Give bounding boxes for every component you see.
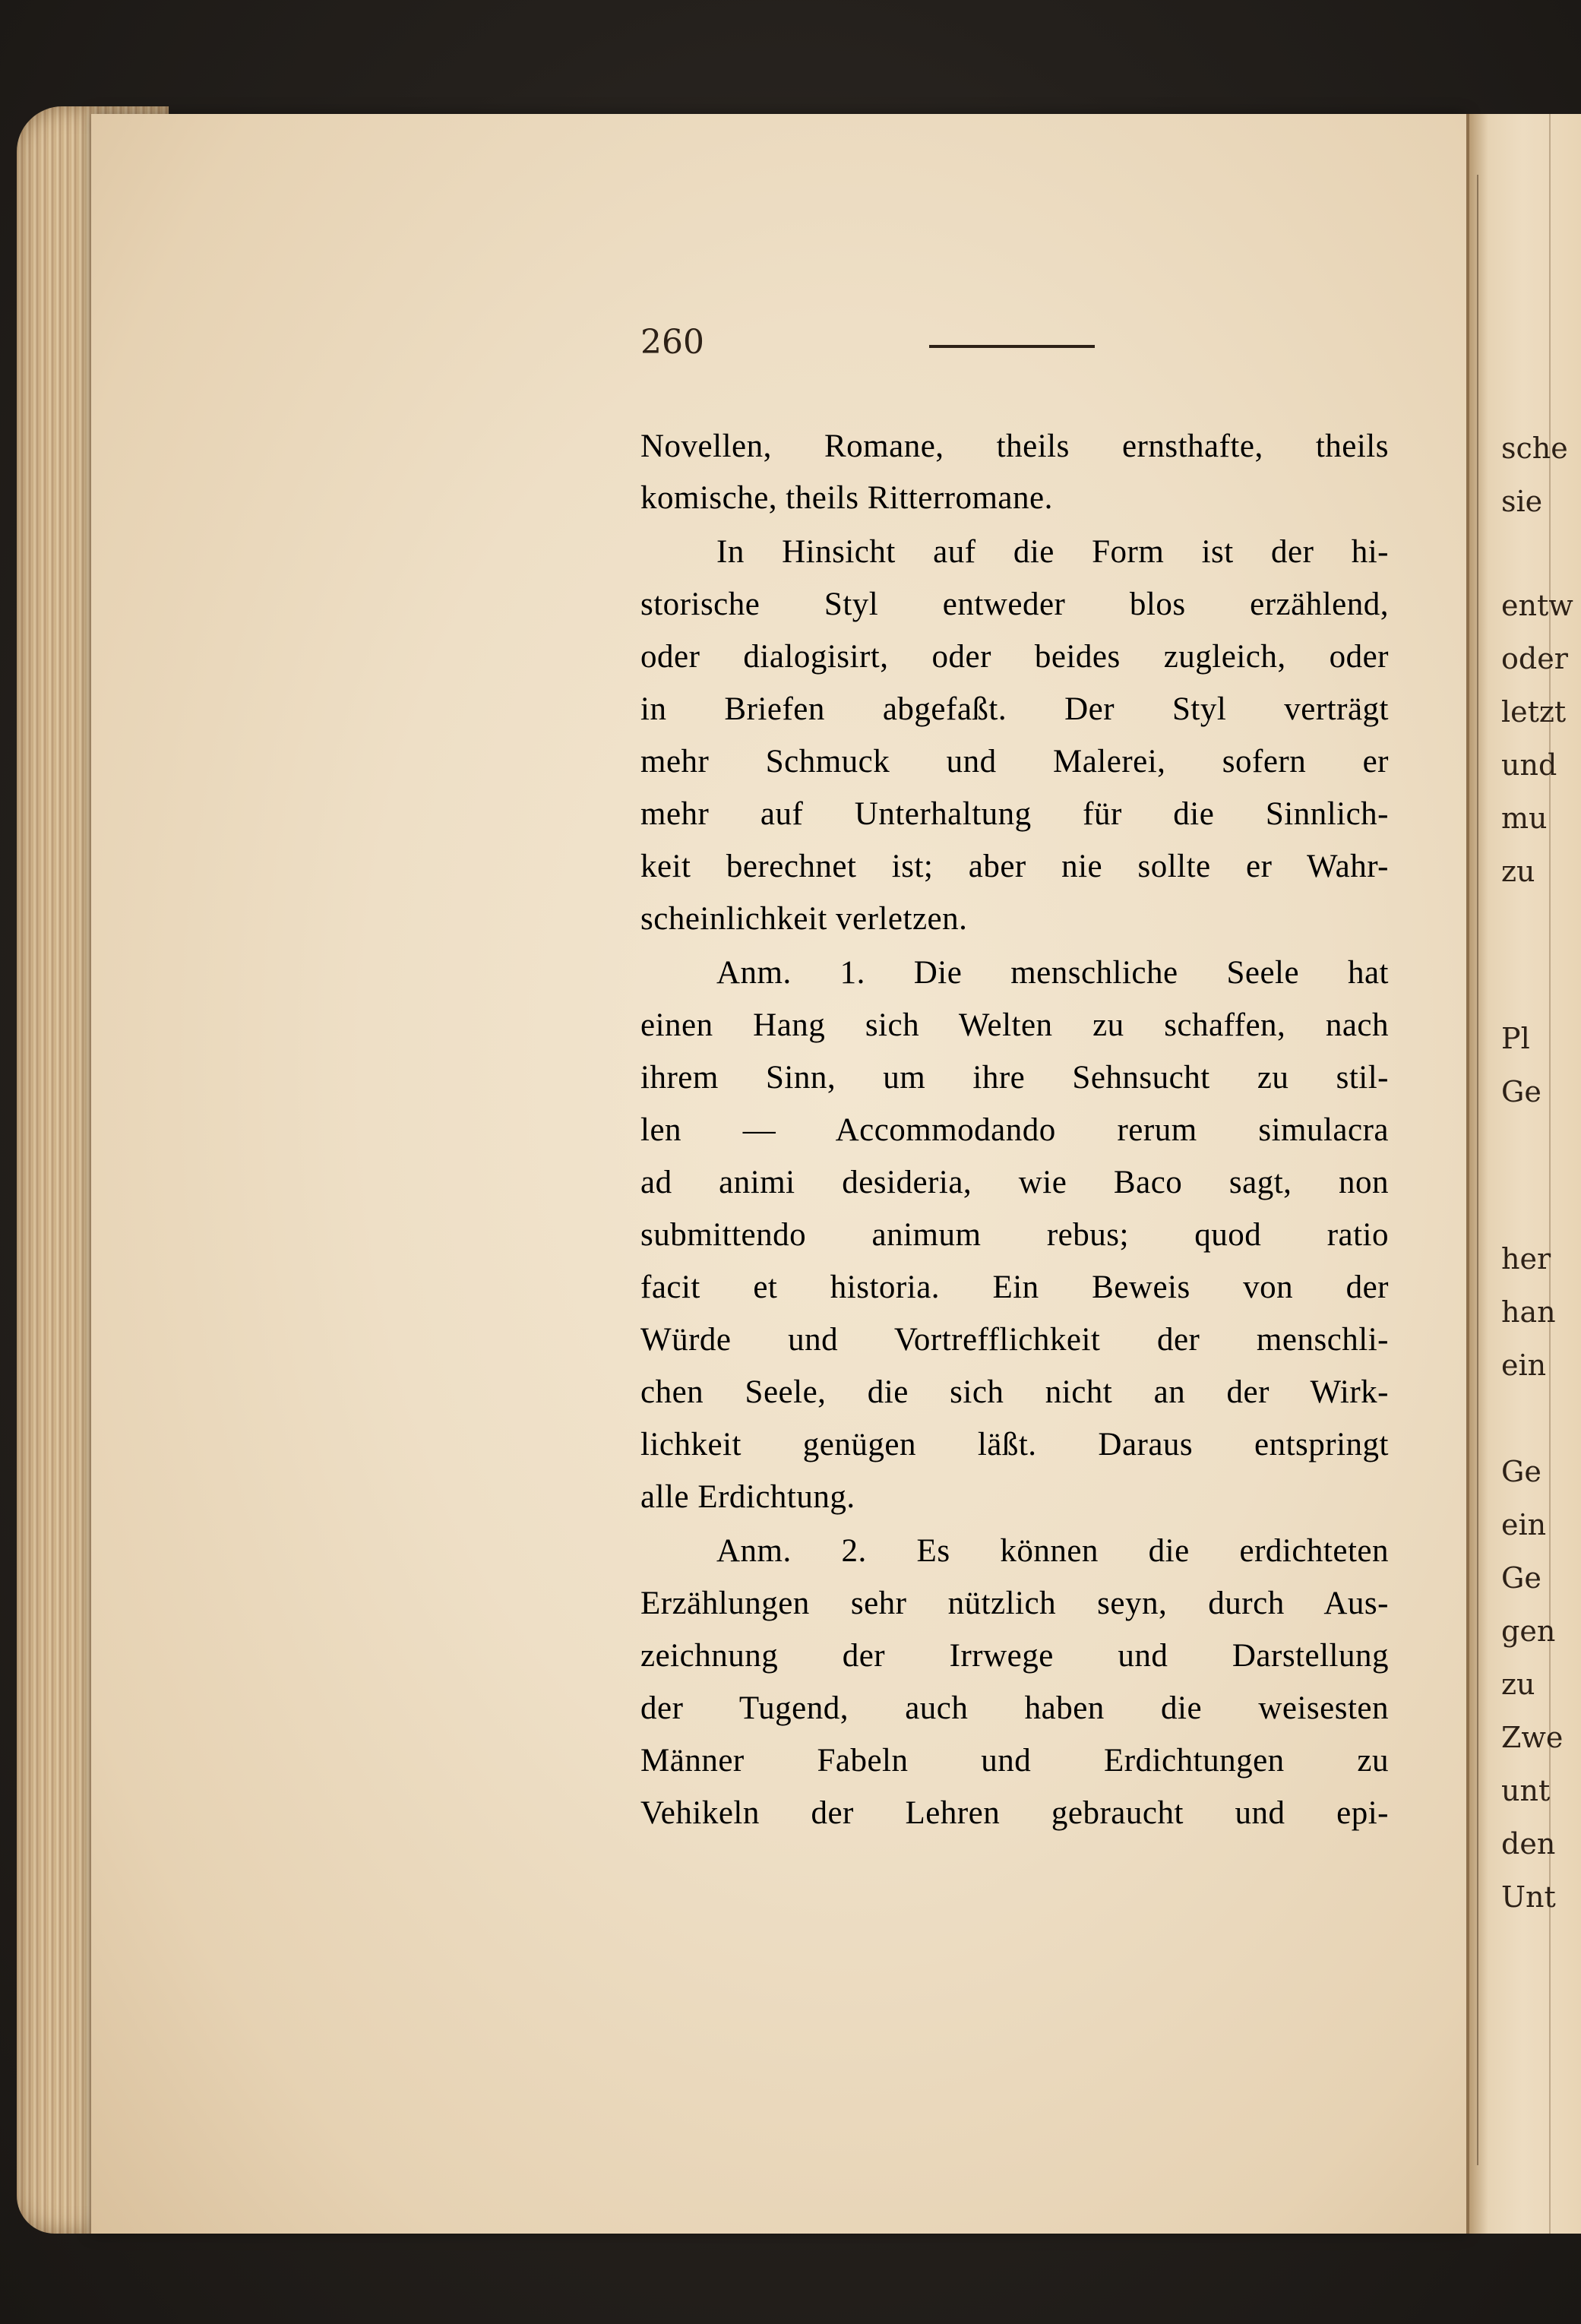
text-line: chen Seele, die sich nicht an der Wirk- xyxy=(640,1374,1389,1410)
right-fragment: entw xyxy=(1501,589,1573,622)
right-fragment: oder xyxy=(1501,642,1568,675)
text-line: Anm. 2. Es können die erdichteten xyxy=(716,1533,1389,1569)
right-fragment: zu xyxy=(1501,1668,1535,1701)
right-fragment: Ge xyxy=(1501,1455,1541,1488)
right-fragment: unt xyxy=(1501,1774,1551,1807)
text-line: komische, theils Ritterromane. xyxy=(640,480,1053,516)
text-line: lichkeit genügen läßt. Daraus entspringt xyxy=(640,1427,1389,1462)
right-fragment: sche xyxy=(1501,432,1568,465)
right-fragment: her xyxy=(1501,1242,1551,1276)
right-fragment: han xyxy=(1501,1295,1556,1329)
text-line: len — Accommodando rerum simulacra xyxy=(640,1112,1389,1148)
text-line: ihrem Sinn, um ihre Sehnsucht zu stil- xyxy=(640,1060,1389,1096)
right-fragment: sie xyxy=(1501,485,1543,518)
text-line: mehr auf Unterhaltung für die Sinnlich- xyxy=(640,796,1389,832)
text-line: Anm. 1. Die menschliche Seele hat xyxy=(716,955,1389,991)
right-page xyxy=(1466,114,1581,2234)
right-fragment: Ge xyxy=(1501,1075,1541,1108)
right-fragment: gen xyxy=(1501,1614,1556,1648)
text-line: scheinlichkeit verletzen. xyxy=(640,901,968,937)
text-line: der Tugend, auch haben die weisesten xyxy=(640,1690,1389,1726)
text-line: ad animi desideria, wie Baco sagt, non xyxy=(640,1165,1389,1200)
text-line: alle Erdichtung. xyxy=(640,1479,855,1515)
text-line: storische Styl entweder blos erzählend, xyxy=(640,587,1389,622)
text-line: Würde und Vortrefflichkeit der menschli- xyxy=(640,1322,1389,1358)
right-fragment: ein xyxy=(1501,1508,1547,1541)
right-fragment: und xyxy=(1501,748,1557,782)
text-line: facit et historia. Ein Beweis von der xyxy=(640,1270,1389,1305)
text-line: oder dialogisirt, oder beides zugleich, oder xyxy=(640,639,1389,675)
text-line: in Briefen abgefaßt. Der Styl verträgt xyxy=(640,691,1389,727)
text-line: einen Hang sich Welten zu schaffen, nach xyxy=(640,1007,1389,1043)
right-fragment: Ge xyxy=(1501,1561,1541,1595)
text-line: zeichnung der Irrwege und Darstellung xyxy=(640,1638,1389,1674)
right-fragment: Zwe xyxy=(1501,1721,1564,1754)
text-line: Männer Fabeln und Erdichtungen zu xyxy=(640,1743,1389,1779)
text-line: In Hinsicht auf die Form ist der hi- xyxy=(716,534,1389,570)
text-line: Vehikeln der Lehren gebraucht und epi- xyxy=(640,1795,1389,1831)
right-fragment: letzt xyxy=(1501,695,1567,729)
text-line: Erzählungen sehr nützlich seyn, durch Aus- xyxy=(640,1586,1389,1621)
right-page-rule xyxy=(1477,175,1478,2165)
text-line: mehr Schmuck und Malerei, sofern er xyxy=(640,744,1389,779)
right-fragment: Unt xyxy=(1501,1880,1556,1914)
text-line: Novellen, Romane, theils ernsthafte, theils xyxy=(640,428,1389,464)
right-fragment: mu xyxy=(1501,802,1548,835)
right-fragment: zu xyxy=(1501,855,1535,888)
right-fragment: Pl xyxy=(1501,1022,1530,1055)
text-line: keit berechnet ist; aber nie sollte er Wahr- xyxy=(640,849,1389,884)
text-line: submittendo animum rebus; quod ratio xyxy=(640,1217,1389,1253)
right-fragment: den xyxy=(1501,1827,1556,1861)
right-fragment: ein xyxy=(1501,1349,1547,1382)
body-text xyxy=(562,0,1398,2324)
page-number: 260 xyxy=(640,323,704,362)
